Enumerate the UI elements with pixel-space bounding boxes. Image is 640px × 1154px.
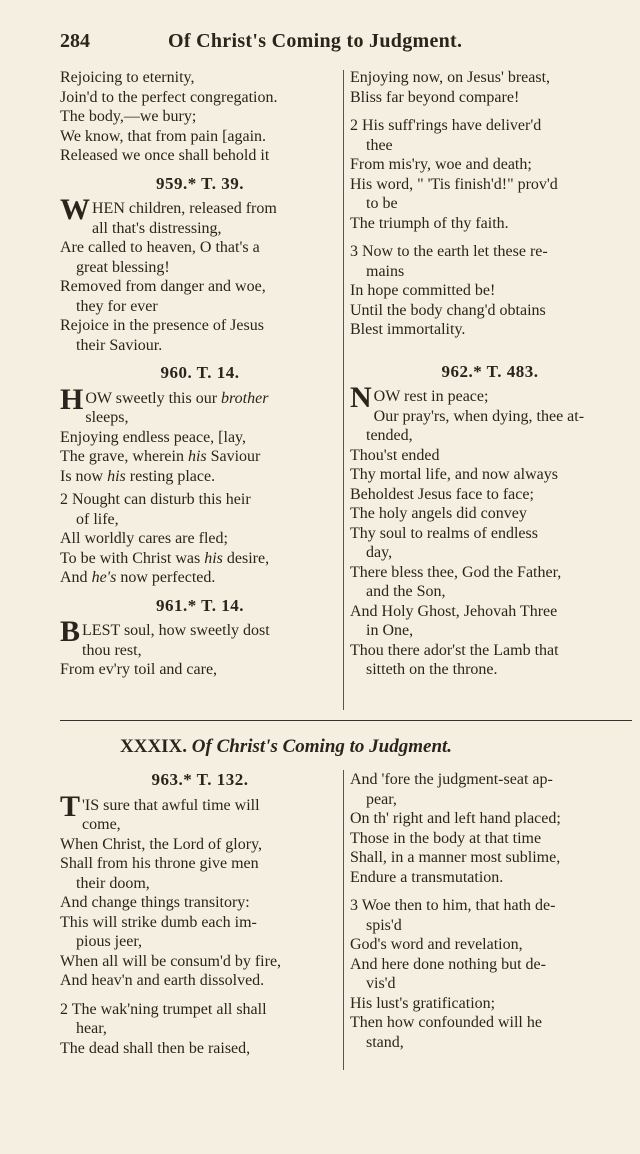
italic-word: he's: [91, 569, 117, 586]
text-line: Those in the body at that time: [350, 829, 542, 847]
text-segment: Is now: [60, 467, 108, 485]
text-line: 3 Now to the earth let these re-: [350, 243, 548, 260]
text-line: Beholdest Jesus face to face;: [350, 485, 534, 503]
italic-word: his: [204, 549, 223, 567]
text-segment: The grave, wherein: [60, 448, 188, 465]
text-line: The dead shall then be raised,: [60, 1039, 251, 1057]
text-line: hear,: [76, 1020, 107, 1037]
section-name: Of Christ's Coming to Judgment.: [191, 736, 453, 757]
drop-cap: W: [60, 193, 90, 226]
text-line: We know, that from pain [again.: [60, 127, 267, 145]
text-segment: To be with Christ was: [60, 549, 205, 567]
text-line: The triumph of thy faith.: [350, 214, 509, 232]
text-line: come,: [82, 816, 121, 833]
text-line: sitteth on the throne.: [366, 661, 498, 678]
text-line: stand,: [366, 1033, 404, 1051]
hymn-heading-959: 959.* T. 39.: [155, 173, 245, 193]
drop-cap: T: [60, 789, 81, 823]
page-header: [60, 30, 580, 56]
text-line: pear,: [366, 790, 397, 808]
text-line: Enjoying endless peace, [lay,: [60, 428, 247, 446]
text-line: This will strike dumb each im-: [60, 913, 257, 931]
drop-cap: B: [60, 615, 81, 648]
text-line: IS sure that awful time will: [84, 796, 260, 814]
text-line: God's word and revelation,: [350, 936, 523, 953]
text-line: pious jeer,: [76, 933, 143, 950]
text-segment: And: [60, 569, 92, 586]
text-line: And Holy Ghost, Jehovah Three: [350, 602, 558, 620]
column-divider-top: [343, 70, 344, 710]
text-line: Then how confounded will he: [350, 1014, 542, 1031]
text-line: their Saviour.: [76, 336, 163, 354]
text-line: in One,: [366, 622, 414, 639]
text-line: Blest immortality.: [350, 321, 466, 338]
text-line: Are called to heaven, O that's a: [60, 239, 260, 256]
text-line: And here done nothing but de-: [350, 955, 546, 973]
text-line: The holy angels did convey: [350, 505, 527, 522]
text-line: OW sweetly this our: [85, 389, 222, 407]
text-line: HEN children, released from: [92, 200, 277, 217]
text-line: Endure a transmutation.: [350, 868, 504, 886]
text-line: Shall, in a manner most sublime,: [350, 849, 561, 866]
text-line: When Christ, the Lord of glory,: [60, 835, 263, 853]
text-line: and the Son,: [366, 583, 446, 600]
left-column-bottom: [60, 770, 340, 1058]
text-line: The body,—we bury;: [60, 108, 197, 125]
text-line: of life,: [76, 510, 119, 528]
text-line: mains: [366, 262, 405, 280]
text-line: thee: [366, 136, 393, 154]
text-line: Released we once shall behold it: [60, 147, 270, 164]
drop-cap: N: [350, 381, 372, 414]
page-number: 284: [60, 30, 90, 52]
text-line: vis'd: [366, 975, 396, 992]
text-line: tended,: [366, 427, 413, 444]
text-line: 2 The wak'ning trumpet all shall: [60, 1000, 267, 1018]
text-line: Thou'st ended: [350, 446, 440, 464]
hymn-heading-961: 961.* T. 14.: [155, 595, 245, 615]
text-line: they for ever: [76, 297, 158, 315]
text-line: to be: [366, 195, 398, 212]
text-line: LEST soul, how sweetly dost: [82, 622, 270, 639]
text-line: Rejoice in the presence of Jesus: [60, 317, 264, 334]
text-line: Removed from danger and woe,: [60, 278, 266, 295]
text-line: OW rest in peace;: [373, 388, 489, 405]
text-line: all that's distressing,: [92, 219, 222, 237]
text-line: Until the body chang'd obtains: [350, 301, 546, 319]
italic-word: his: [187, 448, 207, 465]
text-line: spis'd: [366, 916, 402, 934]
text-line: Join'd to the perfect congregation.: [60, 88, 278, 106]
text-line: 2 Nought can disturb this heir: [60, 491, 251, 508]
text-line: Shall from his throne give men: [60, 855, 259, 872]
text-segment: Saviour: [206, 448, 261, 465]
text-line: There bless thee, God the Father,: [350, 563, 562, 581]
section-title: [120, 736, 452, 758]
text-line: And 'fore the judgment-seat ap-: [350, 771, 553, 788]
text-line: And change things transitory:: [60, 894, 250, 911]
italic-word: his: [107, 467, 126, 485]
column-divider-bottom: [343, 770, 344, 1070]
text-line: Our pray'rs, when dying, thee at-: [373, 407, 585, 425]
hymn-heading-962: 962.* T. 483.: [441, 361, 539, 381]
text-segment: desire,: [222, 549, 270, 567]
text-line: In hope committed be!: [350, 282, 496, 299]
text-line: All worldly cares are fled;: [60, 530, 228, 547]
right-column-bottom: [350, 770, 630, 1052]
text-line: day,: [366, 544, 393, 561]
italic-word: brother: [221, 389, 269, 407]
text-line: His lust's gratification;: [350, 994, 496, 1012]
text-line: their doom,: [76, 874, 150, 892]
text-line: Rejoicing to eternity,: [60, 69, 195, 86]
text-line: 3 Woe then to him, that hath de-: [350, 897, 556, 914]
text-line: Thy soul to realms of endless: [350, 524, 538, 542]
text-line: And heav'n and earth dissolved.: [60, 972, 265, 989]
section-divider-rule: [60, 720, 632, 721]
apostrophe: ': [82, 796, 85, 814]
hymn-heading-960: 960. T. 14.: [160, 363, 240, 382]
text-segment: now perfected.: [116, 569, 216, 586]
text-line: great blessing!: [76, 258, 170, 276]
text-line: Bliss far beyond compare!: [350, 88, 520, 106]
running-title: Of Christ's Coming to Judgment.: [168, 30, 463, 52]
text-line: From ev'ry toil and care,: [60, 661, 218, 678]
left-column-top: [60, 68, 340, 680]
text-line: Enjoying now, on Jesus' breast,: [350, 69, 551, 86]
text-line: From mis'ry, woe and death;: [350, 156, 532, 173]
drop-cap: H: [60, 382, 84, 416]
text-line: Thou there ador'st the Lamb that: [350, 641, 559, 659]
hymn-heading-963: 963.* T. 132.: [151, 770, 249, 789]
text-line: sleeps,: [85, 409, 129, 426]
text-line: 2 His suff'rings have deliver'd: [350, 117, 542, 134]
text-line: On th' right and left hand placed;: [350, 810, 561, 827]
text-line: thou rest,: [82, 641, 142, 659]
section-number: XXXIX.: [120, 736, 188, 757]
text-line: When all will be consum'd by fire,: [60, 952, 282, 970]
text-line: His word, " 'Tis finish'd!" prov'd: [350, 175, 558, 193]
text-line: Thy mortal life, and now always: [350, 466, 558, 483]
right-column-top: [350, 68, 630, 680]
text-segment: resting place.: [125, 467, 216, 485]
